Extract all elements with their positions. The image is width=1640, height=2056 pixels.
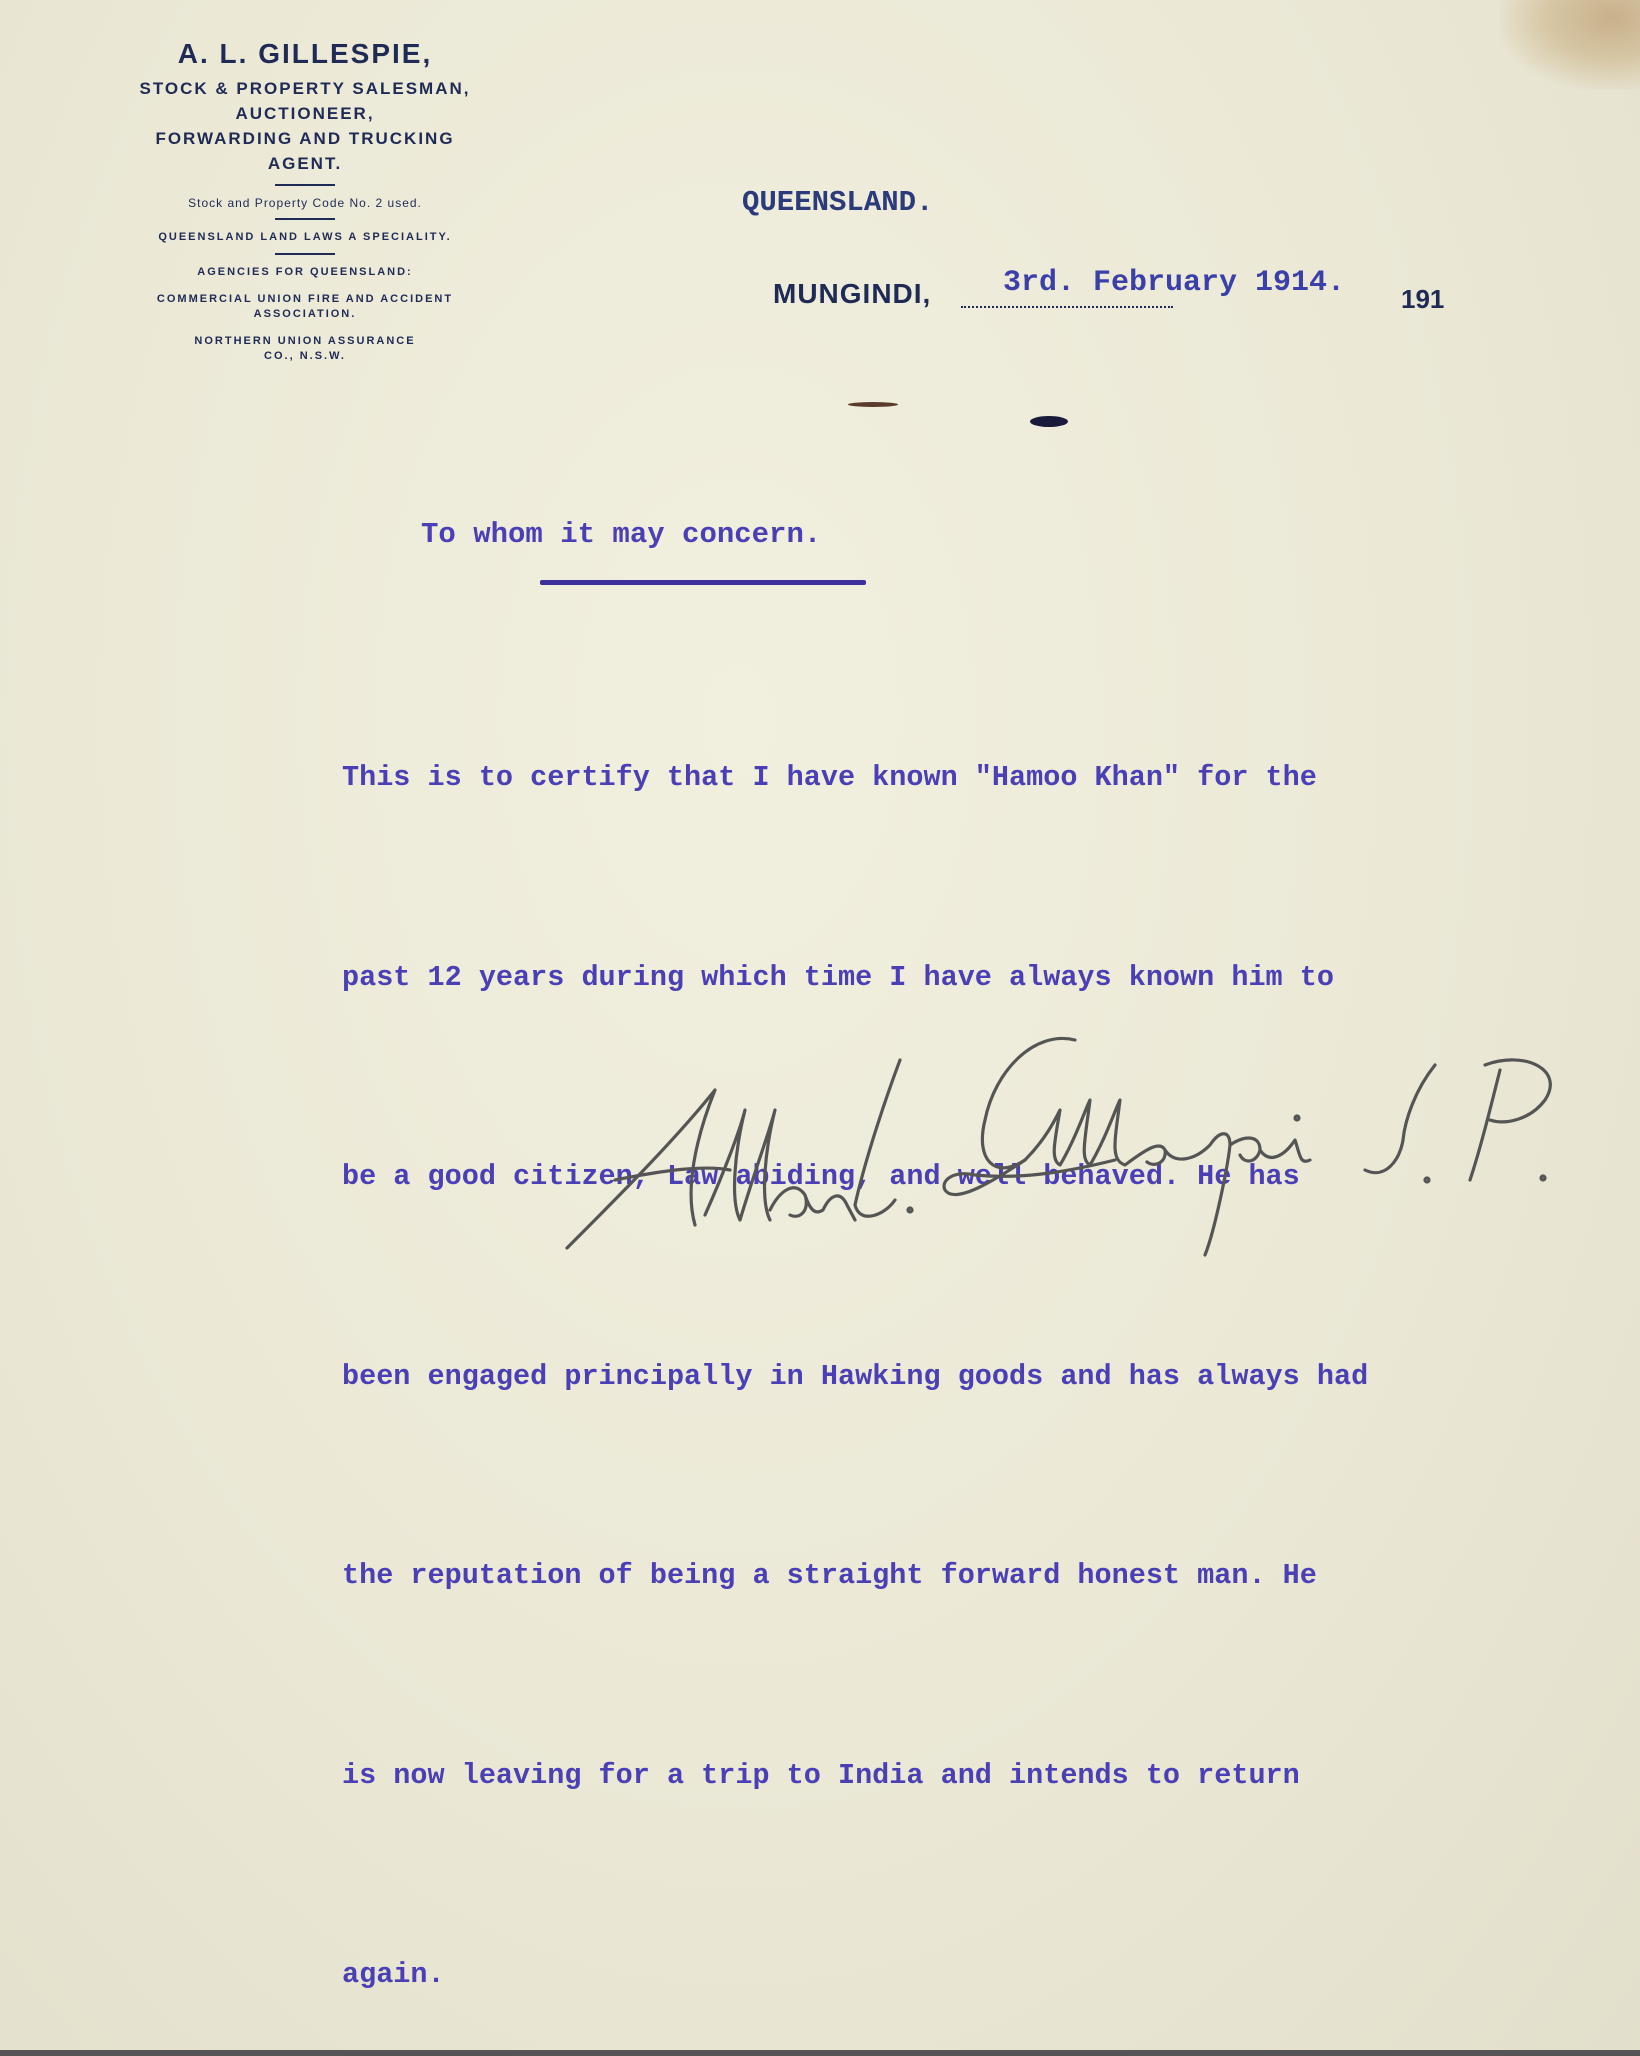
body-line: be a good citizen, Law abiding, and well behaved. He has [342,1160,1300,1193]
letter-body [342,612,1602,2056]
body-line: been engaged principally in Hawking goods and has always had [342,1359,1369,1393]
occupation-line: STOCK & PROPERTY SALESMAN, [139,79,471,98]
agency-line: NORTHERN UNION ASSURANCE [194,335,416,347]
specialty-note: QUEENSLAND LAND LAWS A SPECIALITY. [158,231,452,243]
place-date-line [773,262,1473,312]
agency-line: COMMERCIAL UNION FIRE AND ACCIDENT [156,293,454,305]
letterhead-divider [275,253,335,255]
date-dotted-line [961,306,1173,308]
letterhead-divider [275,184,335,186]
code-note: Stock and Property Code No. 2 used. [188,196,422,210]
agency-line: CO., N.S.W. [264,350,346,362]
body-line: is now leaving for a trip to India and intends to return [342,1758,1300,1792]
letterhead [100,38,510,364]
signature [555,1030,1615,1260]
body-line: again. [342,1958,445,1991]
letterhead-name: A. L. GILLESPIE, [177,38,433,69]
occupation-line: FORWARDING AND TRUCKING [155,129,455,148]
letter-date: 3rd. February 1914. [1003,266,1346,300]
ink-blot [848,402,898,407]
agencies-heading: AGENCIES FOR QUEENSLAND: [197,266,413,278]
state-heading: QUEENSLAND. [742,186,934,219]
place-name: MUNGINDI, [773,278,932,309]
body-line: This is to certify that I have known "Hamoo Khan" for the [342,761,1317,794]
occupation-line: AGENT. [267,154,343,173]
letterhead-divider [275,218,335,220]
printed-year-prefix: 191 [1401,284,1445,314]
salutation-underline [540,580,866,585]
occupation-line: AUCTIONEER, [235,104,375,123]
body-line: the reputation of being a straight forward honest man. He [342,1559,1317,1592]
body-line: past 12 years during which time I have always known him to [342,960,1334,994]
agency-line: ASSOCIATION. [253,308,357,320]
ink-blot [1030,416,1068,427]
paper-stain [1500,0,1640,90]
salutation: To whom it may concern. [421,518,822,551]
